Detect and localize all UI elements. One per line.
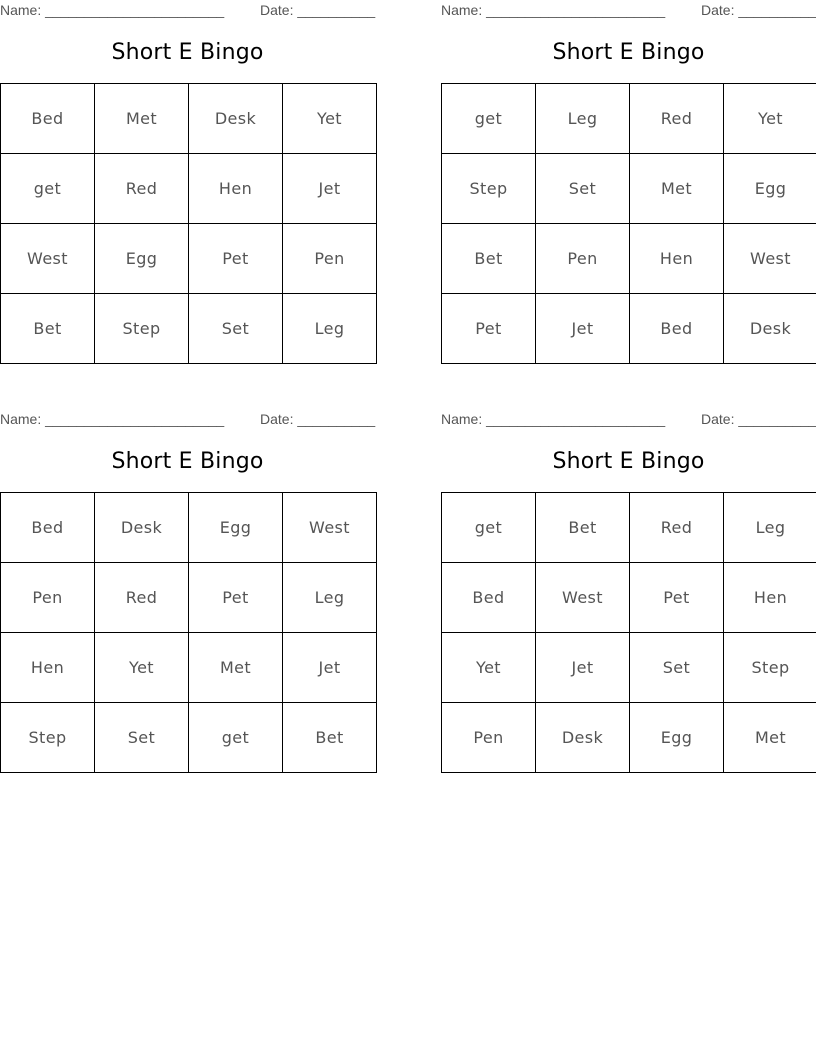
- bingo-cell: Leg: [283, 294, 377, 364]
- date-field-label: Date: __________: [701, 411, 816, 427]
- bingo-cell: Egg: [95, 224, 189, 294]
- bingo-cell: Hen: [1, 633, 95, 703]
- bingo-cell: Met: [630, 154, 724, 224]
- name-field-label: Name: _______________________: [441, 2, 666, 18]
- bingo-cell: Leg: [283, 563, 377, 633]
- grid-row: [1, 154, 377, 224]
- bingo-cell: Red: [95, 563, 189, 633]
- grid-row: [442, 493, 816, 563]
- bingo-cell: Pet: [189, 563, 283, 633]
- grid-row: [1, 294, 377, 364]
- bingo-cell: Yet: [283, 84, 377, 154]
- grid-row: [1, 224, 377, 294]
- bingo-cell: Bed: [1, 84, 95, 154]
- bingo-cell: West: [283, 493, 377, 563]
- bingo-cell: Hen: [189, 154, 283, 224]
- card-header: [0, 2, 375, 20]
- bingo-cell: Met: [95, 84, 189, 154]
- bingo-cell: Egg: [724, 154, 816, 224]
- bingo-cell: Bet: [283, 703, 377, 773]
- bingo-cell: Jet: [536, 294, 630, 364]
- card-title: Short E Bingo: [552, 40, 705, 65]
- bingo-cell: Yet: [95, 633, 189, 703]
- bingo-cell: Red: [95, 154, 189, 224]
- bingo-cell: get: [1, 154, 95, 224]
- bingo-grid: [0, 492, 377, 773]
- bingo-cell: Set: [536, 154, 630, 224]
- bingo-cell: Red: [630, 493, 724, 563]
- grid-row: [1, 563, 377, 633]
- bingo-cell: Desk: [724, 294, 816, 364]
- bingo-cell: Jet: [283, 154, 377, 224]
- bingo-cell: Jet: [283, 633, 377, 703]
- bingo-cell: Bet: [442, 224, 536, 294]
- bingo-cell: Step: [724, 633, 816, 703]
- grid-row: [442, 633, 816, 703]
- name-field-label: Name: _______________________: [441, 411, 666, 427]
- grid-row: [1, 493, 377, 563]
- bingo-cell: Pen: [283, 224, 377, 294]
- bingo-cell: Bet: [1, 294, 95, 364]
- bingo-cell: Set: [630, 633, 724, 703]
- bingo-cell: Leg: [724, 493, 816, 563]
- bingo-cell: Desk: [95, 493, 189, 563]
- grid-row: [442, 224, 816, 294]
- bingo-card: [441, 409, 816, 779]
- grid-row: [442, 563, 816, 633]
- bingo-cell: get: [442, 493, 536, 563]
- bingo-grid: [0, 83, 377, 364]
- bingo-cell: get: [189, 703, 283, 773]
- bingo-cell: Pen: [1, 563, 95, 633]
- bingo-cell: Met: [724, 703, 816, 773]
- card-title: Short E Bingo: [552, 449, 705, 474]
- bingo-card: [0, 409, 375, 779]
- bingo-cell: Pen: [442, 703, 536, 773]
- bingo-cell: Bet: [536, 493, 630, 563]
- card-header: [441, 2, 816, 20]
- bingo-cell: Hen: [724, 563, 816, 633]
- bingo-cell: Pet: [189, 224, 283, 294]
- bingo-grid: [441, 492, 816, 773]
- bingo-cell: West: [1, 224, 95, 294]
- bingo-cell: Yet: [442, 633, 536, 703]
- bingo-grid: [441, 83, 816, 364]
- grid-row: [442, 84, 816, 154]
- bingo-card: [441, 0, 816, 370]
- bingo-cell: Red: [630, 84, 724, 154]
- grid-row: [442, 703, 816, 773]
- bingo-cell: Leg: [536, 84, 630, 154]
- bingo-cell: Yet: [724, 84, 816, 154]
- bingo-cell: West: [536, 563, 630, 633]
- bingo-cell: Desk: [536, 703, 630, 773]
- card-header: [441, 411, 816, 429]
- bingo-cell: West: [724, 224, 816, 294]
- grid-row: [1, 703, 377, 773]
- bingo-cell: Set: [95, 703, 189, 773]
- bingo-cell: Egg: [630, 703, 724, 773]
- bingo-cell: Pen: [536, 224, 630, 294]
- bingo-cell: Desk: [189, 84, 283, 154]
- name-field-label: Name: _______________________: [0, 411, 225, 427]
- bingo-cell: Pet: [442, 294, 536, 364]
- grid-row: [442, 154, 816, 224]
- bingo-cell: Bed: [442, 563, 536, 633]
- card-title: Short E Bingo: [111, 40, 264, 65]
- bingo-cell: Step: [1, 703, 95, 773]
- card-title: Short E Bingo: [111, 449, 264, 474]
- bingo-cell: get: [442, 84, 536, 154]
- bingo-cell: Hen: [630, 224, 724, 294]
- bingo-cell: Bed: [1, 493, 95, 563]
- grid-row: [1, 633, 377, 703]
- bingo-cell: Egg: [189, 493, 283, 563]
- bingo-cell: Bed: [630, 294, 724, 364]
- bingo-card: [0, 0, 375, 370]
- grid-row: [442, 294, 816, 364]
- bingo-cell: Jet: [536, 633, 630, 703]
- name-field-label: Name: _______________________: [0, 2, 225, 18]
- date-field-label: Date: __________: [260, 411, 376, 427]
- bingo-cell: Met: [189, 633, 283, 703]
- grid-row: [1, 84, 377, 154]
- bingo-cell: Set: [189, 294, 283, 364]
- bingo-cell: Step: [95, 294, 189, 364]
- bingo-cell: Step: [442, 154, 536, 224]
- card-header: [0, 411, 375, 429]
- date-field-label: Date: __________: [260, 2, 376, 18]
- date-field-label: Date: __________: [701, 2, 816, 18]
- bingo-cell: Pet: [630, 563, 724, 633]
